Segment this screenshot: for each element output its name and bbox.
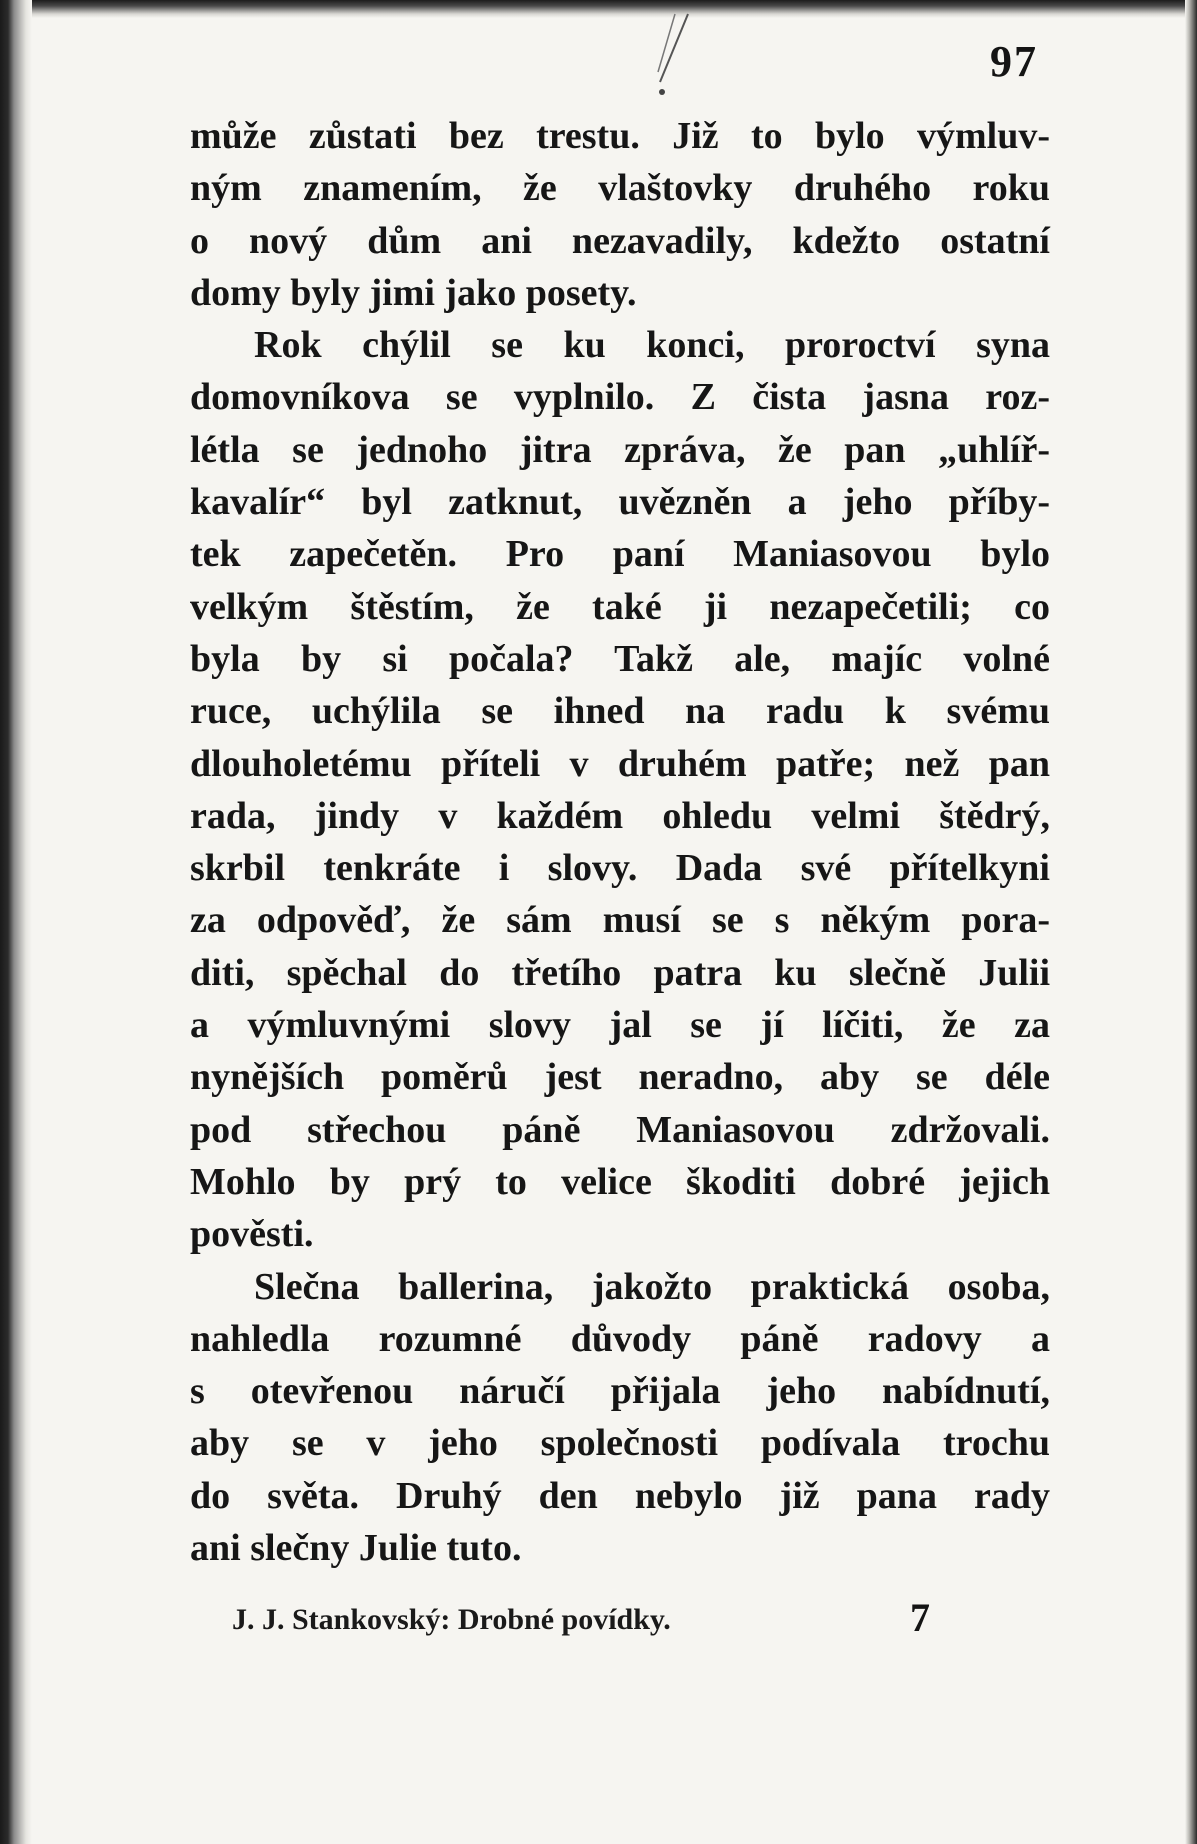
- text-line: a výmluvnými slovy jal se jí líčiti, že za: [190, 1004, 1050, 1047]
- text-line: pod střechou páně Maniasovou zdržovali.: [190, 1108, 1050, 1151]
- text-line: byla by si počala? Takž ale, majíc volné: [190, 637, 1050, 680]
- text-line: dlouholetému příteli v druhém patře; než pan: [190, 742, 1050, 785]
- text-line: ným znamením, že vlaštovky druhého roku: [190, 167, 1050, 210]
- text-line: rada, jindy v každém ohledu velmi štědrý,: [190, 794, 1050, 837]
- page-footer: J. J. Stankovský: Drobné povídky.: [232, 1603, 671, 1636]
- text-line: pověsti.: [190, 1213, 314, 1256]
- text-line: kavalír“ byl zatknut, uvězněn a jeho příby-: [190, 481, 1050, 524]
- text-line: tek zapečetěn. Pro paní Maniasovou bylo: [190, 533, 1050, 576]
- text-line: o nový dům ani nezavadily, kdežto ostatní: [190, 219, 1050, 262]
- text-line: diti, spěchal do třetího patra ku slečně Julii: [190, 951, 1050, 994]
- text-line: nynějších poměrů jest neradno, aby se déle: [190, 1056, 1050, 1099]
- pencil-mark-icon: [630, 12, 690, 102]
- text-line: Rok chýlil se ku konci, proroctví syna: [254, 324, 1050, 367]
- body-text: [190, 110, 1050, 1574]
- book-spine-shadow: [0, 0, 32, 1844]
- text-line: ani slečny Julie tuto.: [190, 1527, 522, 1570]
- text-line: za odpověď, že sám musí se s někým pora-: [190, 899, 1050, 942]
- text-line: nahledla rozumné důvody páně radovy a: [190, 1317, 1050, 1360]
- text-line: Slečna ballerina, jakožto praktická osoba,: [254, 1265, 1050, 1308]
- page-top-edge-shadow: [0, 0, 1197, 18]
- text-line: velkým štěstím, že také ji nezapečetili; co: [190, 585, 1050, 628]
- text-line: domy byly jimi jako posety.: [190, 271, 637, 314]
- text-line: domovníkova se vyplnilo. Z čista jasna roz-: [190, 376, 1050, 419]
- text-line: Mohlo by prý to velice škoditi dobré jejich: [190, 1160, 1050, 1203]
- page-number: 97: [990, 37, 1038, 86]
- text-line: může zůstati bez trestu. Již to bylo výmluv-: [190, 115, 1050, 157]
- text-line: ruce, uchýlila se ihned na radu k svému: [190, 690, 1050, 733]
- text-line: do světa. Druhý den nebylo již pana rady: [190, 1474, 1050, 1517]
- text-line: aby se v jeho společnosti podívala trochu: [190, 1422, 1050, 1465]
- signature-mark: 7: [910, 1595, 930, 1640]
- page-right-edge-shadow: [1185, 0, 1197, 1844]
- text-line: skrbil tenkráte i slovy. Dada své přítelkyni: [190, 847, 1050, 890]
- text-line: s otevřenou náručí přijala jeho nabídnutí,: [190, 1370, 1050, 1413]
- text-line: létla se jednoho jitra zpráva, že pan „uhlíř-: [190, 428, 1050, 471]
